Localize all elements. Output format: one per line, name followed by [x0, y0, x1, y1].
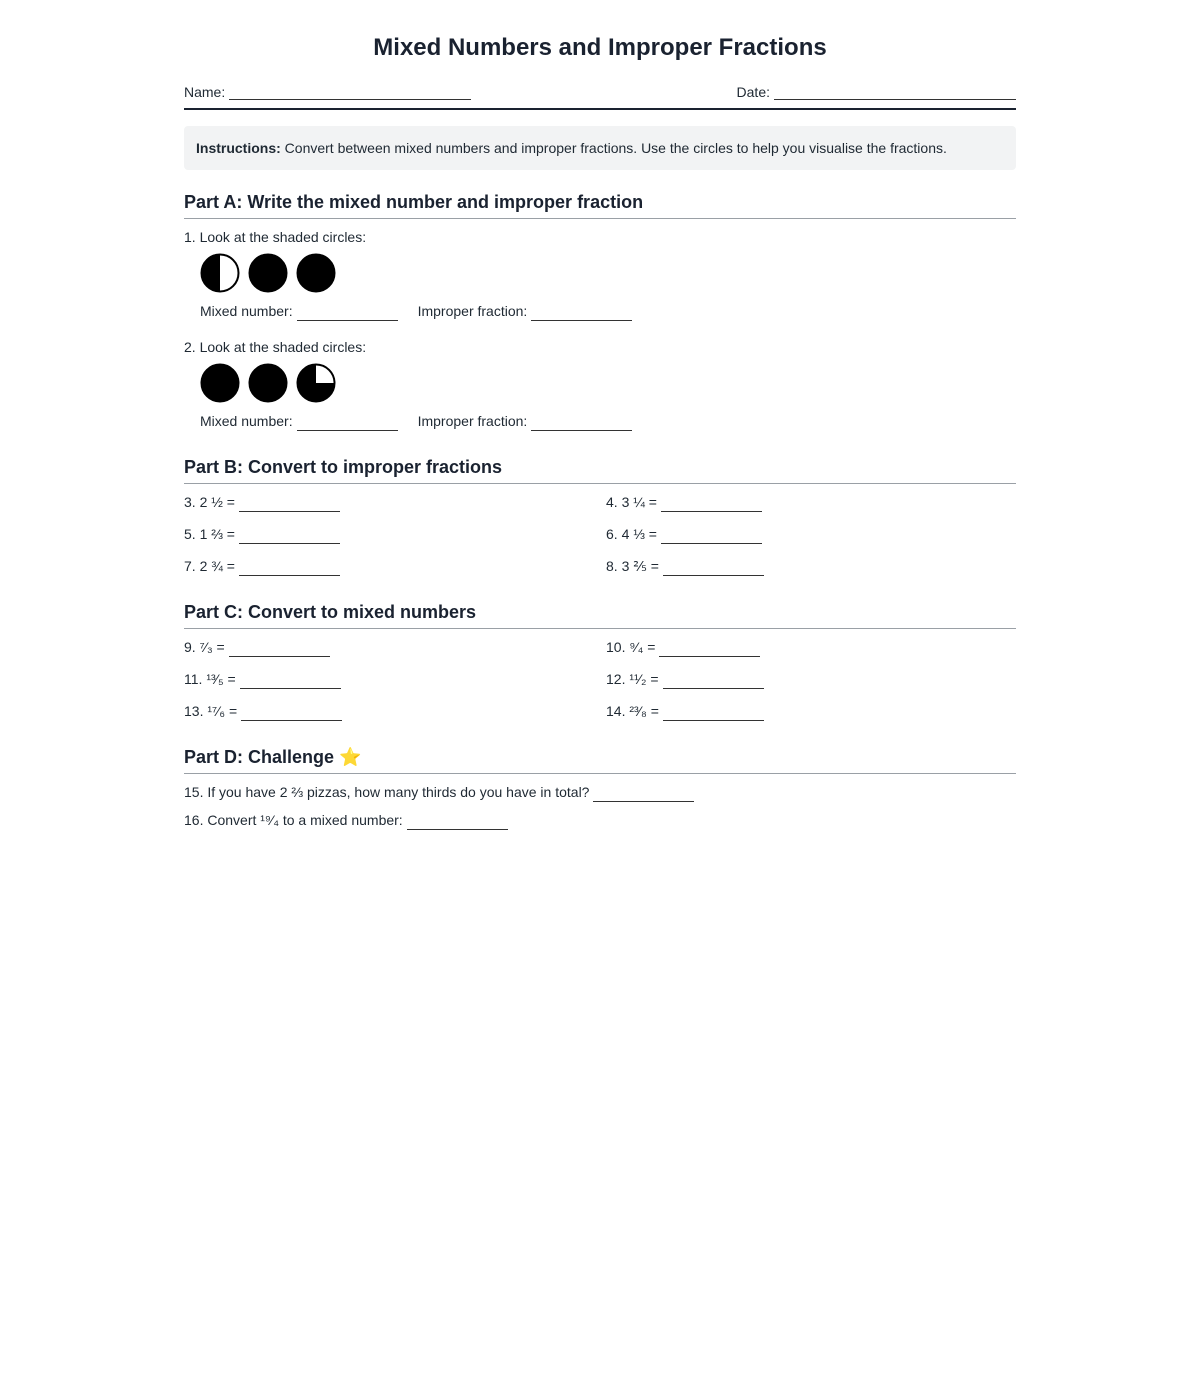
part-b-item-4	[606, 492, 1016, 512]
answer-blank[interactable]	[663, 674, 764, 689]
answer-blank[interactable]	[659, 642, 760, 657]
part-c-title: Part C: Convert to mixed numbers	[184, 600, 1016, 629]
question-label: 9. ⁷⁄₃ =	[184, 639, 225, 655]
header-divider	[184, 108, 1016, 110]
question-1-answers	[200, 301, 1016, 321]
question-2-circles	[200, 363, 1016, 403]
question-label: 13. ¹⁷⁄₆ =	[184, 703, 238, 719]
question-2	[184, 337, 1016, 431]
question-label: 14. ²³⁄₈ =	[606, 703, 659, 719]
answer-blank[interactable]	[240, 674, 341, 689]
answer-blank[interactable]	[229, 642, 330, 657]
answer-blank[interactable]	[239, 529, 340, 544]
fraction-circle	[248, 363, 288, 403]
part-a-title: Part A: Write the mixed number and improper fraction	[184, 190, 1016, 219]
answer-blank[interactable]	[239, 497, 340, 512]
part-c	[184, 600, 1016, 721]
part-c-item-13	[184, 701, 606, 721]
question-1-label: 1. Look at the shaded circles:	[184, 229, 367, 245]
question-label: 8. 3 ⅖ =	[606, 558, 659, 574]
improper-fraction-blank[interactable]	[531, 306, 632, 321]
challenge-question-15	[184, 782, 1016, 802]
instructions-label: Instructions:	[196, 140, 281, 156]
mixed-number-label: Mixed number:	[200, 413, 293, 429]
fraction-circle	[296, 253, 336, 293]
improper-fraction-label: Improper fraction:	[417, 303, 528, 319]
part-b-item-7	[184, 556, 606, 576]
answer-blank[interactable]	[661, 497, 762, 512]
fraction-circle	[248, 253, 288, 293]
worksheet-page	[184, 0, 1016, 830]
improper-fraction-answer	[418, 301, 633, 321]
answer-blank[interactable]	[663, 561, 764, 576]
part-b-grid	[184, 492, 1016, 576]
header-row	[184, 80, 1016, 100]
name-field	[184, 84, 471, 100]
answer-blank[interactable]	[663, 706, 764, 721]
question-2-label: 2. Look at the shaded circles:	[184, 339, 367, 355]
mixed-number-blank[interactable]	[297, 416, 398, 431]
part-c-grid	[184, 637, 1016, 721]
question-label: 5. 1 ⅔ =	[184, 526, 235, 542]
date-field	[737, 84, 1016, 100]
answer-blank[interactable]	[241, 706, 342, 721]
part-c-item-9	[184, 637, 606, 657]
part-b	[184, 455, 1016, 576]
question-label: 4. 3 ¼ =	[606, 494, 657, 510]
improper-fraction-blank[interactable]	[531, 416, 632, 431]
part-b-item-8	[606, 556, 1016, 576]
instructions-text: Convert between mixed numbers and improper fractions. Use the circles to help you visualise the fractions.	[284, 140, 947, 156]
question-label: 10. ⁹⁄₄ =	[606, 639, 656, 655]
question-2-answers	[200, 411, 1016, 431]
part-d	[184, 745, 1016, 830]
instructions-box	[184, 126, 1016, 170]
answer-blank[interactable]	[593, 787, 694, 802]
worksheet-title: Mixed Numbers and Improper Fractions	[373, 34, 827, 61]
part-c-item-14	[606, 701, 1016, 721]
part-b-item-5	[184, 524, 606, 544]
improper-fraction-answer	[418, 411, 633, 431]
part-c-item-10	[606, 637, 1016, 657]
answer-blank[interactable]	[407, 815, 508, 830]
date-blank[interactable]	[774, 85, 1016, 100]
fraction-circle	[200, 253, 240, 293]
answer-blank[interactable]	[661, 529, 762, 544]
part-c-item-12	[606, 669, 1016, 689]
mixed-number-blank[interactable]	[297, 306, 398, 321]
question-label: 16. Convert ¹⁹⁄₄ to a mixed number:	[184, 812, 403, 828]
fraction-circle	[200, 363, 240, 403]
mixed-number-answer	[200, 411, 398, 431]
mixed-number-label: Mixed number:	[200, 303, 293, 319]
question-label: 3. 2 ½ =	[184, 494, 235, 510]
part-c-item-11	[184, 669, 606, 689]
improper-fraction-label: Improper fraction:	[417, 413, 528, 429]
part-b-title: Part B: Convert to improper fractions	[184, 455, 1016, 484]
mixed-number-answer	[200, 301, 398, 321]
challenge-question-16	[184, 810, 1016, 830]
question-label: 7. 2 ¾ =	[184, 558, 235, 574]
question-1-circles	[200, 253, 1016, 293]
fraction-circle	[296, 363, 336, 403]
question-label: 6. 4 ⅓ =	[606, 526, 657, 542]
part-b-item-3	[184, 492, 606, 512]
name-label: Name:	[184, 84, 226, 100]
question-label: 12. ¹¹⁄₂ =	[606, 671, 659, 687]
question-label: 15. If you have 2 ⅔ pizzas, how many thirds do you have in total?	[184, 784, 590, 800]
question-1	[184, 227, 1016, 321]
part-b-item-6	[606, 524, 1016, 544]
date-label: Date:	[736, 84, 770, 100]
part-d-title: Part D: Challenge ⭐	[184, 745, 1016, 774]
answer-blank[interactable]	[239, 561, 340, 576]
part-a	[184, 190, 1016, 431]
question-label: 11. ¹³⁄₅ =	[184, 671, 236, 687]
name-blank[interactable]	[229, 85, 471, 100]
